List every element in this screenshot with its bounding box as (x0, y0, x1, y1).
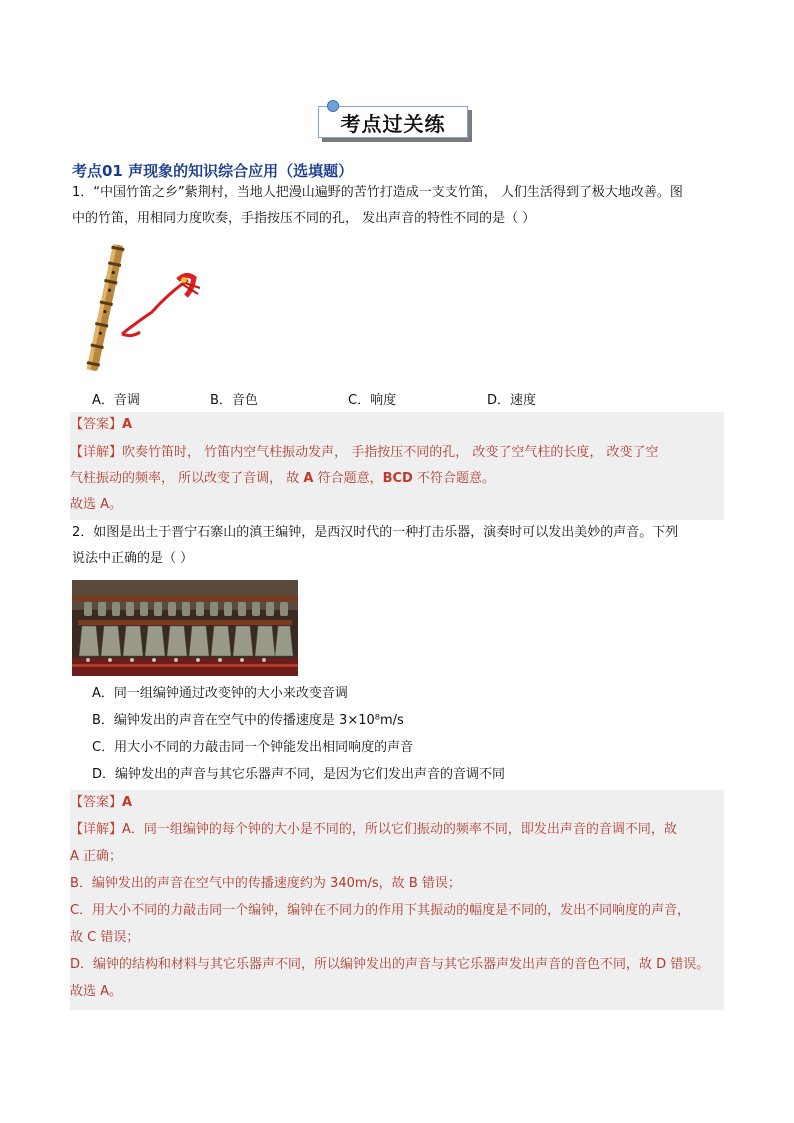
q2-detail-line5 (70, 925, 139, 951)
q1-conclusion (70, 492, 122, 518)
bamboo-flute-image (82, 242, 202, 377)
banner-dot-icon (327, 100, 339, 112)
q2-detail-tag: 【详解】 (70, 822, 123, 837)
q2-detail-line1 (70, 817, 677, 843)
q1-detail-text2d: BCD (382, 471, 413, 486)
q2-conclusion (70, 979, 122, 1005)
q2-stem-line2: 说法中正确的是（ ） (72, 551, 194, 566)
q1-detail-line1 (70, 440, 659, 466)
q2-answer-line (70, 790, 132, 816)
q1-detail-text2c: 符合题意， (313, 471, 383, 486)
q1-detail-text2a: 气柱振动的频率， 所以改变了音调， 故 (70, 471, 304, 486)
q2-answer-tag: 【答案】 (70, 795, 123, 810)
q1-answer-tag: 【答案】 (70, 417, 123, 432)
banner-title: 考点过关练 (318, 106, 468, 138)
q1-option-c: C．响度 (348, 393, 397, 408)
q2-stem-line1: 2．如图是出土于晋宁石寨山的滇王编钟，是西汉时代的一种打击乐器，演奏时可以发出美妙的声音。下列 (72, 525, 679, 540)
q2-detail-text1: A．同一组编钟的每个钟的大小是不同的，所以它们振动的频率不同，即发出声音的音调不同，故 (122, 822, 677, 837)
q2-answer-block (70, 790, 724, 1010)
bianzhong-bells-image (72, 580, 298, 676)
q2-option-a: A．同一组编钟通过改变钟的大小来改变音调 (92, 686, 348, 701)
q1-detail-text2e: 不符合题意。 (412, 471, 495, 486)
q2-detail-line3 (70, 871, 461, 897)
q1-detail-text2b: A (303, 471, 314, 486)
q2-detail-line6 (70, 952, 709, 978)
q1-stem-line2: 中的竹笛，用相同力度吹奏，手指按压不同的孔， 发出声音的特性不同的是（ ） (72, 211, 536, 226)
q2-conclusion-text: 故选 A。 (70, 984, 123, 999)
q1-stem-line1: 1．“中国竹笛之乡”紫荆村，当地人把漫山遍野的苦竹打造成一支支竹笛， 人们生活得到了极大地改善。图 (72, 185, 683, 200)
q2-detail-text3: B．编钟发出的声音在空气中的传播速度约为 340m/s，故 B 错误； (70, 876, 461, 891)
q2-detail-text2: A 正确； (70, 849, 123, 864)
q2-detail-line4 (70, 898, 690, 924)
q1-answer-value: A (122, 417, 133, 432)
q2-detail-text6: D．编钟的结构和材料与其它乐器声不同，所以编钟发出的声音与其它乐器声发出声音的音色不同，故 D 错误。 (70, 957, 710, 972)
q2-answer-value: A (122, 795, 133, 810)
q2-detail-line2 (70, 844, 122, 870)
q2-option-c: C．用大小不同的力敲击同一个钟能发出相同响度的声音 (92, 740, 414, 755)
q1-detail-text1: 吹奏竹笛时， 竹笛内空气柱振动发声， 手指按压不同的孔， 改变了空气柱的长度， 改变了空 (122, 445, 659, 460)
q2-option-b: B．编钟发出的声音在空气中的传播速度是 3×10⁸m/s (92, 713, 404, 728)
q1-conclusion-text: 故选 A。 (70, 497, 123, 512)
q2-option-d: D．编钟发出的声音与其它乐器声不同，是因为它们发出声音的音调不同 (92, 767, 506, 782)
q1-option-b: B．音色 (210, 393, 258, 408)
title-banner (318, 106, 472, 140)
q1-detail-tag: 【详解】 (70, 445, 123, 460)
section-title: 考点01 声现象的知识综合应用（选填题） (72, 162, 354, 180)
q2-detail-text5: 故 C 错误； (70, 930, 140, 945)
q2-detail-text4: C．用大小不同的力敲击同一个编钟，编钟在不同力的作用下其振动的幅度是不同的，发出不同响度的声音， (70, 903, 691, 918)
q1-option-a: A．音调 (92, 393, 140, 408)
q1-option-d: D．速度 (487, 393, 537, 408)
q1-answer-block (70, 412, 724, 520)
q1-detail-line2 (70, 466, 495, 492)
q1-answer-line (70, 412, 132, 438)
